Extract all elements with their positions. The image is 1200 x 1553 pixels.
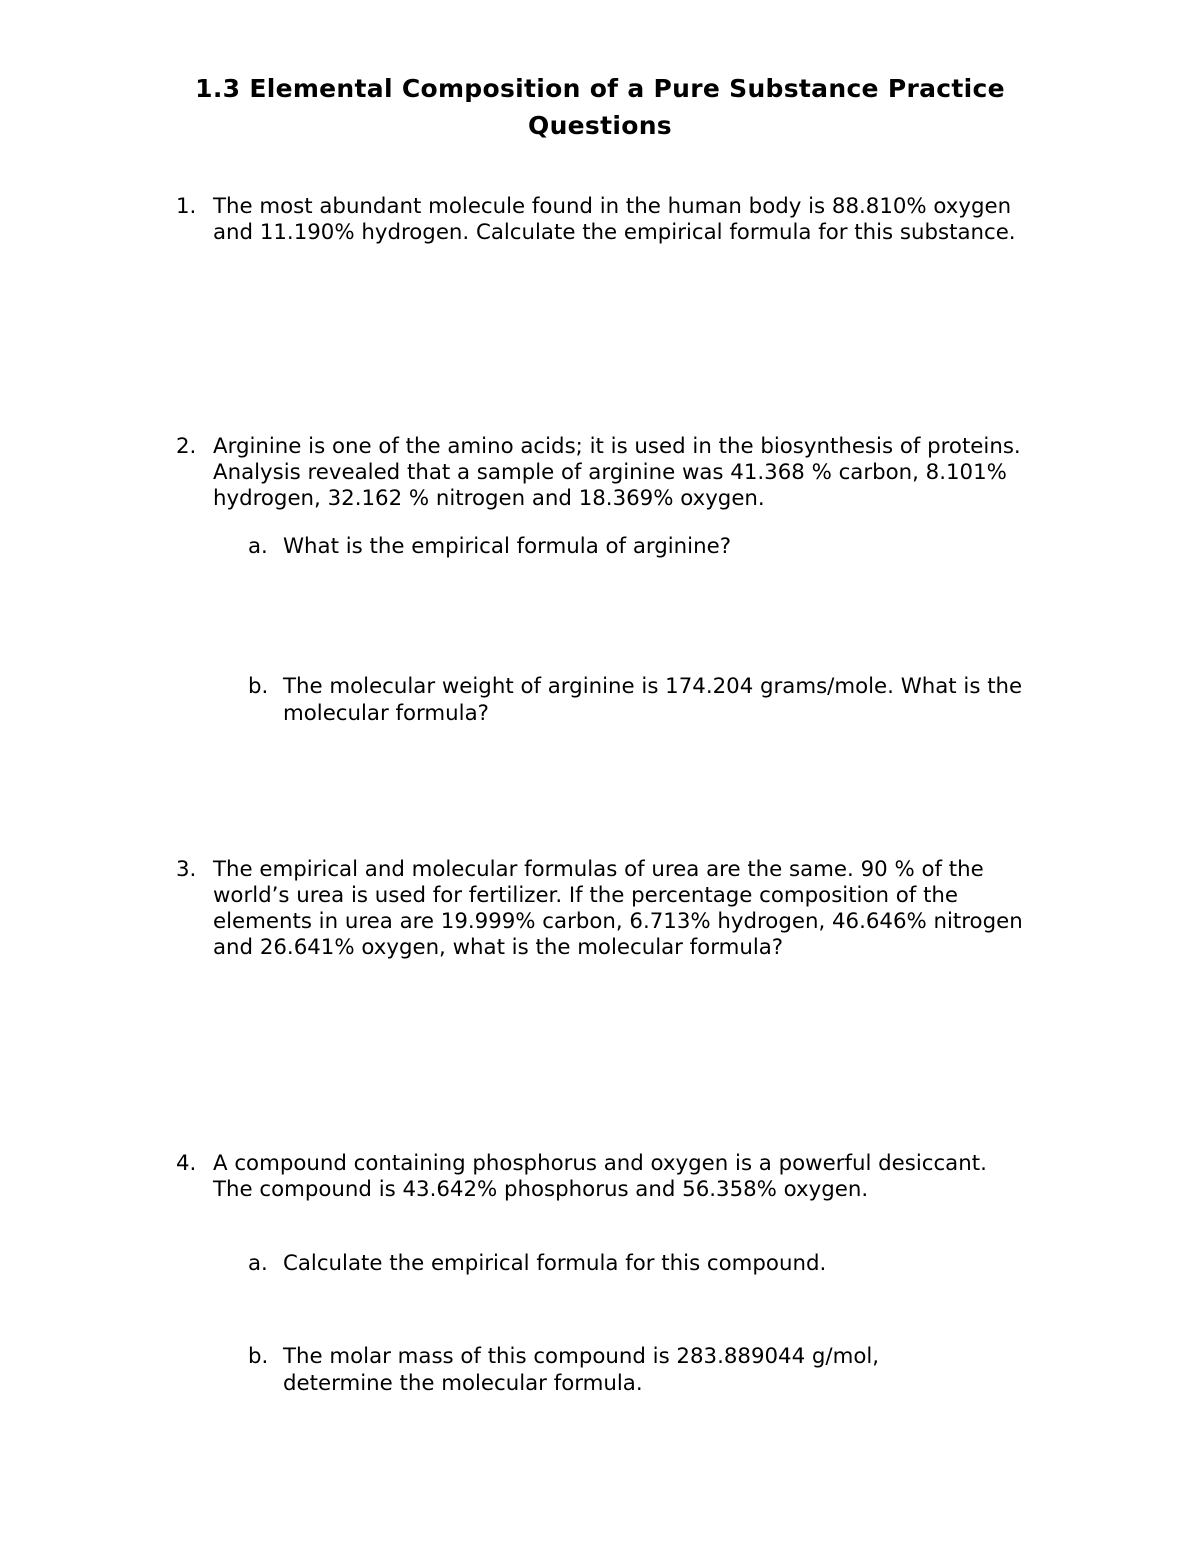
question-text: Arginine is one of the amino acids; it is used in the biosynthesis of proteins. Analysis revealed that a sample of arginine was 41.368 % carbon, 8.101% hydrogen, 32.162 % nitrogen and 18.369% oxygen. [213,434,1021,511]
part-text: The molecular weight of arginine is 174.204 grams/mole. What is the molecular formula? [283,674,1023,726]
part-letter: a. [248,1251,268,1276]
part-text: What is the empirical formula of arginine? [283,534,732,559]
question-number: 3. [176,857,197,882]
part-letter: a. [248,534,268,559]
page-title: 1.3 Elemental Composition of a Pure Substance Practice Questions [195,74,1005,140]
part-letter: b. [248,674,269,699]
question-number: 1. [176,194,197,219]
part-text: Calculate the empirical formula for this compound. [283,1251,827,1276]
question-text: The most abundant molecule found in the human body is 88.810% oxygen and 11.190% hydrogen. Calculate the empirical formula for this substance. [213,194,1016,245]
part-text: The molar mass of this compound is 283.889044 g/mol, determine the molecular formula. [283,1344,880,1396]
question-text: The empirical and molecular formulas of urea are the same. 90 % of the world’s urea is used for fertilizer. If the percentage composition of the elements in urea are 19.999% carbon, 6.713% hydrogen, 46.646% nitrogen and 26.641% oxygen, what is the molecular formula? [213,857,1023,960]
part-letter: b. [248,1344,269,1369]
question-number: 2. [176,434,197,459]
question-number: 4. [176,1151,197,1176]
question-text: A compound containing phosphorus and oxygen is a powerful desiccant. The compound is 43.642% phosphorus and 56.358% oxygen. [213,1151,987,1202]
